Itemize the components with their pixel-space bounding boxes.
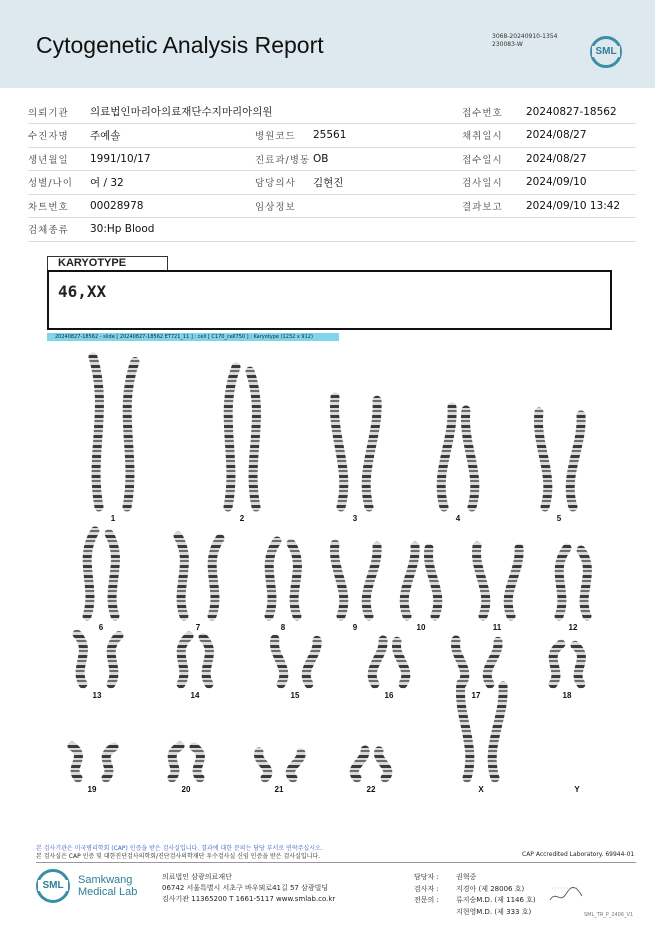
physician-label: 담당의사 xyxy=(255,171,313,195)
test-date-value: 2024/09/10 xyxy=(526,171,636,195)
clinical-info-value xyxy=(313,194,462,218)
form-code: SML_TR_P_2406_V1 xyxy=(584,912,634,918)
chromosome xyxy=(72,746,78,778)
staff-role: 전문의 : xyxy=(414,896,439,904)
chromosome xyxy=(492,686,503,778)
chromosome xyxy=(372,640,383,684)
chromosome xyxy=(212,538,220,616)
chromosome xyxy=(306,640,317,684)
chromosome xyxy=(194,747,200,778)
footer-logo-text: SML xyxy=(38,880,68,891)
chromosome-label: 8 xyxy=(280,623,286,632)
karyogram-image xyxy=(40,345,620,805)
department-value: OB xyxy=(313,147,462,171)
info-row xyxy=(28,171,636,195)
referring-institution-label: 의뢰기관 xyxy=(28,100,90,124)
chromosome xyxy=(269,541,277,616)
chromosome-label: 17 xyxy=(471,691,481,700)
info-row xyxy=(28,100,636,124)
patient-name-label: 수진자명 xyxy=(28,124,90,148)
chromosome xyxy=(404,546,415,616)
chromosome-group xyxy=(72,357,587,778)
chromosome xyxy=(366,546,377,616)
department-label: 진료과/병동 xyxy=(255,147,313,171)
chromosome xyxy=(354,750,365,778)
staff-name: 지경아 (제 28006 호) xyxy=(456,884,525,893)
signature-icon xyxy=(548,880,584,908)
staff-list xyxy=(414,872,536,918)
patient-info-table xyxy=(28,100,636,242)
specimen-type-value: 30:Hp Blood xyxy=(90,218,636,242)
chromosome xyxy=(258,752,267,778)
birth-date-label: 생년월일 xyxy=(28,147,90,171)
karyotype-label: KARYOTYPE xyxy=(47,256,168,271)
chromosome-label: 3 xyxy=(352,514,358,523)
karyotype-image-caption: 20240827-18562 - slide [ 20240827-18562 ET721_11 ] : cell [ C170_cell750 ] : Karyotype (1232 x 912) xyxy=(47,333,339,341)
accession-number-label: 접수번호 xyxy=(462,100,526,124)
sex-age-value: 여 / 32 xyxy=(90,171,255,195)
chromosome xyxy=(570,415,581,507)
chromosome xyxy=(109,534,115,616)
chromosome xyxy=(487,641,498,684)
cap-accreditation: CAP Accredited Laboratory. 69944-01 xyxy=(522,851,635,858)
chromosome-label: 9 xyxy=(352,623,358,632)
cap-notice: 본 검사기관은 미국병리학회 (CAP) 인증을 받은 검사실입니다. 결과에 대한 문의는 담당 부서로 연락주십시오. xyxy=(36,845,323,852)
staff-row xyxy=(414,884,536,896)
info-row xyxy=(28,124,636,148)
chromosome xyxy=(465,410,474,507)
chromosome xyxy=(290,753,301,778)
chromosome xyxy=(228,367,236,507)
collection-date-label: 채취일시 xyxy=(462,124,526,148)
birth-date-value: 1991/10/17 xyxy=(90,147,255,171)
chromosome-label: 19 xyxy=(87,785,97,794)
chromosome-label: 15 xyxy=(290,691,300,700)
chromosome-label: 10 xyxy=(416,623,426,632)
staff-row xyxy=(414,895,536,907)
chromosome xyxy=(250,371,256,507)
chromosome xyxy=(334,397,343,507)
info-row xyxy=(28,218,636,242)
chromosome xyxy=(428,548,437,616)
chromosome xyxy=(455,640,464,684)
chromosome xyxy=(181,636,189,684)
staff-name: 권혁중 xyxy=(456,873,477,881)
specimen-type-label: 검체종류 xyxy=(28,218,90,242)
chromosome-label: 6 xyxy=(98,623,104,632)
address-line3: 검사기관 11365200 T 1661-5117 www.smlab.co.kr xyxy=(162,895,336,903)
staff-role: 검사자 : xyxy=(414,884,439,893)
info-row xyxy=(28,147,636,171)
chart-number-label: 차트번호 xyxy=(28,194,90,218)
company-name xyxy=(78,874,137,898)
chromosome xyxy=(111,636,119,685)
cap-notice-2: 본 검사실은 CAP 인증 및 대한진단검사의학회/진단검사의학재단 우수검사실 신임 인증을 받은 검사실입니다. xyxy=(36,853,321,860)
chromosome xyxy=(203,637,209,684)
chromosome xyxy=(334,544,343,616)
report-date-label: 결과보고 xyxy=(462,194,526,218)
chromosome-label: X xyxy=(478,785,484,794)
document-id xyxy=(492,33,557,49)
chromosome xyxy=(575,645,581,684)
chromosome xyxy=(291,543,297,616)
chromosome xyxy=(172,746,180,778)
chromosome-label: 18 xyxy=(562,691,572,700)
chromosome xyxy=(77,634,83,684)
address-line2: 06742 서울특별시 서초구 바우뫼로41길 57 삼광빌딩 xyxy=(162,884,329,892)
footer-divider xyxy=(36,862,636,863)
chromosome xyxy=(178,536,184,616)
chart-number-value: 00028978 xyxy=(90,194,255,218)
karyotype-result-box xyxy=(47,270,612,330)
patient-name-value: 주예솔 xyxy=(90,124,255,148)
report-date-value: 2024/09/10 13:42 xyxy=(526,194,636,218)
address-line1: 의료법인 삼광의료재단 xyxy=(162,873,232,881)
staff-name: 류지숭M.D. (제 1146 호) xyxy=(456,896,536,904)
company-address xyxy=(162,872,335,905)
chromosome xyxy=(538,412,547,507)
staff-name: 지현영M.D. (제 333 호) xyxy=(456,907,532,916)
received-date-label: 접수일시 xyxy=(462,147,526,171)
info-row xyxy=(28,194,636,218)
chromosome xyxy=(87,531,95,616)
clinical-info-label: 임상정보 xyxy=(255,194,313,218)
sex-age-label: 성별/나이 xyxy=(28,171,90,195)
document-id-line2: 230083-W xyxy=(492,41,523,48)
chromosome-label: Y xyxy=(574,785,580,794)
chromosome xyxy=(581,550,587,616)
chromosome xyxy=(127,362,135,508)
collection-date-value: 2024/08/27 xyxy=(526,124,636,148)
chromosome-label: 5 xyxy=(556,514,562,523)
chromosome-label: 14 xyxy=(190,691,200,700)
chromosome xyxy=(274,639,283,684)
physician-value: 김현진 xyxy=(313,171,462,195)
staff-role: 담당자 : xyxy=(414,873,439,881)
document-id-line1: 3068-20240910-1354 xyxy=(492,33,558,40)
chromosome-label: 16 xyxy=(384,691,394,700)
chromosome-label: 13 xyxy=(92,691,102,700)
hospital-code-value: 25561 xyxy=(313,124,462,148)
chromosome-label: 4 xyxy=(455,514,461,523)
chromosome-label: 12 xyxy=(568,623,578,632)
company-name-line2: Medical Lab xyxy=(78,886,138,898)
company-name-line1: Samkwang xyxy=(78,874,133,886)
referring-institution-value: 의료법인마리아의료재단수지마리아의원 xyxy=(90,100,462,124)
chromosome-label: 2 xyxy=(239,514,245,523)
chromosome xyxy=(460,683,469,778)
report-title: Cytogenetic Analysis Report xyxy=(36,32,324,58)
staff-row xyxy=(414,872,536,884)
hospital-code-label: 병원코드 xyxy=(255,124,313,148)
sml-logo-text: SML xyxy=(592,46,620,57)
chromosome xyxy=(93,357,99,507)
chromosome-label: 11 xyxy=(492,623,502,632)
chromosome xyxy=(508,548,519,616)
chromosome xyxy=(366,400,377,507)
report-header xyxy=(0,0,655,88)
chromosome xyxy=(553,644,561,684)
received-date-value: 2024/08/27 xyxy=(526,147,636,171)
chromosome-label: 21 xyxy=(274,785,284,794)
chromosome-label: 1 xyxy=(110,514,116,523)
accession-number-value: 20240827-18562 xyxy=(526,100,636,124)
chromosome-label: 7 xyxy=(195,623,201,632)
chromosome xyxy=(476,546,485,616)
chromosome-label: 20 xyxy=(181,785,191,794)
chromosome-label: 22 xyxy=(366,785,376,794)
chromosome xyxy=(441,407,452,507)
karyotype-result-value: 46,XX xyxy=(58,282,107,301)
chromosome xyxy=(106,747,114,778)
chromosome xyxy=(396,641,405,684)
chromosome xyxy=(378,751,387,778)
staff-row xyxy=(414,907,536,919)
chromosome xyxy=(559,548,567,616)
test-date-label: 검사일시 xyxy=(462,171,526,195)
